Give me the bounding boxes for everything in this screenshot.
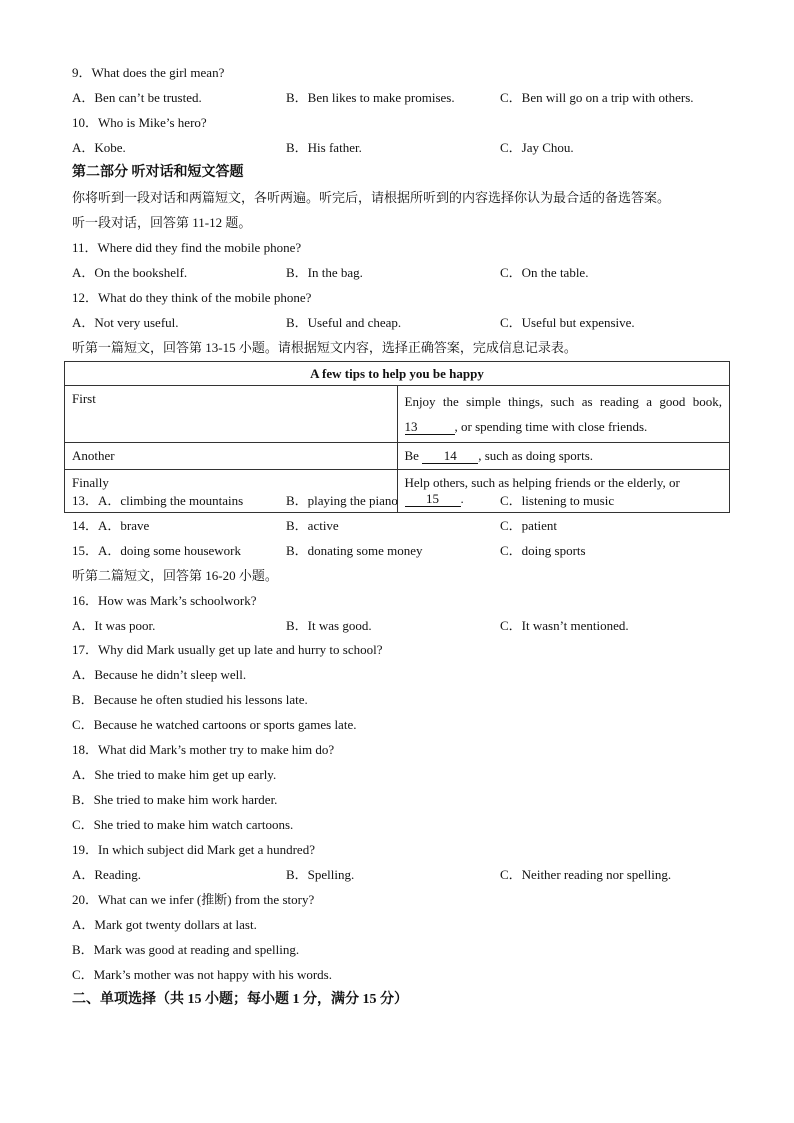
row-text-before: Help others, such as helping friends or the elderly, or: [404, 475, 680, 490]
q20-option-c: C．Mark’s mother was not happy with his words.: [72, 967, 332, 982]
q19-option-b: B．Spelling.: [286, 867, 355, 882]
row-text-before: Enjoy the simple things, such as reading a good book,: [404, 394, 722, 409]
q18-option-b: B．She tried to make him work harder.: [72, 792, 278, 807]
question-11: 11．Where did they find the mobile phone?: [72, 240, 302, 255]
q9-option-c: C．Ben will go on a trip with others.: [500, 90, 694, 105]
q11-option-a: A．On the bookshelf.: [72, 265, 188, 280]
blank-14: 14: [422, 449, 478, 464]
q15-option-c: C．doing sports: [500, 543, 586, 558]
question-20: 20．What can we infer (推断) from the story?: [72, 892, 315, 907]
row-label-first: First: [65, 386, 398, 443]
row-content-another: [397, 443, 730, 470]
row-content-first: [397, 386, 730, 443]
passage1-intro: 听第一篇短文，回答第 13-15 小题。请根据短文内容，选择正确答案，完成信息记录表。: [72, 340, 577, 355]
row-text-after: , or spending time with close friends.: [454, 419, 648, 434]
question-18: 18．What did Mark’s mother try to make him do?: [72, 742, 335, 757]
q17-option-a: A．Because he didn’t sleep well.: [72, 667, 247, 682]
q15-option-b: B．donating some money: [286, 543, 423, 558]
q9-option-a: A．Ben can’t be trusted.: [72, 90, 202, 105]
q19-option-a: A．Reading.: [72, 867, 141, 882]
q10-option-a: A．Kobe.: [72, 140, 126, 155]
q16-option-b: B．It was good.: [286, 618, 372, 633]
question-12: 12．What do they think of the mobile phone?: [72, 290, 312, 305]
question-19: 19．In which subject did Mark get a hundred?: [72, 842, 315, 857]
q9-option-b: B．Ben likes to make promises.: [286, 90, 455, 105]
row-text-after: , such as doing sports.: [478, 448, 594, 463]
q14-option-a: 14．A．brave: [72, 518, 150, 533]
row-text-after: .: [460, 491, 464, 506]
q10-option-b: B．His father.: [286, 140, 362, 155]
question-16: 16．How was Mark’s schoolwork?: [72, 593, 257, 608]
q11-option-c: C．On the table.: [500, 265, 589, 280]
tips-table: [64, 361, 730, 513]
table-row: [65, 386, 730, 443]
table-title-row: [65, 362, 730, 386]
q18-option-a: A．She tried to make him get up early.: [72, 767, 277, 782]
q17-option-b: B．Because he often studied his lessons late.: [72, 692, 308, 707]
q20-option-b: B．Mark was good at reading and spelling.: [72, 942, 300, 957]
part2-heading: 第二部分 听对话和短文答题: [72, 165, 244, 180]
row-label-another: Another: [65, 443, 398, 470]
q19-option-c: C．Neither reading nor spelling.: [500, 867, 672, 882]
q13-option-b: B．playing the piano: [286, 493, 398, 508]
q17-option-c: C．Because he watched cartoons or sports games late.: [72, 717, 357, 732]
q11-option-b: B．In the bag.: [286, 265, 363, 280]
q20-option-a: A．Mark got twenty dollars at last.: [72, 917, 257, 932]
q12-option-b: B．Useful and cheap.: [286, 315, 402, 330]
row-text-before: Be: [404, 448, 423, 463]
q14-option-b: B．active: [286, 518, 339, 533]
blank-15: 15: [405, 492, 461, 507]
table-row: [65, 443, 730, 470]
row-label-finally: Finally: [65, 470, 398, 513]
question-9: 9．What does the girl mean?: [72, 65, 225, 80]
passage2-intro: 听第二篇短文，回答第 16-20 小题。: [72, 568, 278, 583]
q12-option-c: C．Useful but expensive.: [500, 315, 635, 330]
q10-option-c: C．Jay Chou.: [500, 140, 574, 155]
q15-option-a: 15．A．doing some housework: [72, 543, 241, 558]
q14-option-c: C．patient: [500, 518, 558, 533]
q16-option-c: C．It wasn’t mentioned.: [500, 618, 629, 633]
section2-heading: 二、单项选择（共 15 小题；每小题 1 分，满分 15 分）: [72, 992, 408, 1007]
question-17: 17．Why did Mark usually get up late and hurry to school?: [72, 642, 383, 657]
q13-option-a: 13．A．climbing the mountains: [72, 493, 244, 508]
q16-option-a: A．It was poor.: [72, 618, 156, 633]
blank-13: 13: [405, 420, 455, 435]
question-10: 10．Who is Mike’s hero?: [72, 115, 207, 130]
table-title: A few tips to help you be happy: [65, 362, 730, 386]
q12-option-a: A．Not very useful.: [72, 315, 179, 330]
part2-instruction: 你将听到一段对话和两篇短文，各听两遍。听完后，请根据所听到的内容选择你认为最合适的备选答案。: [72, 190, 671, 205]
dialogue-intro: 听一段对话，回答第 11-12 题。: [72, 215, 252, 230]
q13-option-c: C．listening to music: [500, 493, 615, 508]
q18-option-c: C．She tried to make him watch cartoons.: [72, 817, 294, 832]
